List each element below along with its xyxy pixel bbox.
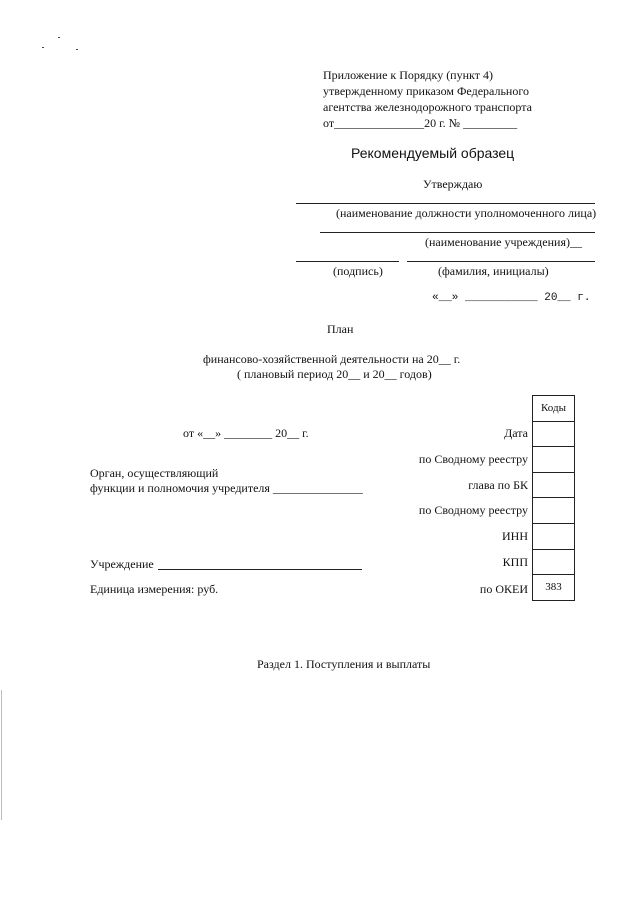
code-cell-registry bbox=[533, 447, 575, 473]
code-label-registry: по Сводному реестру bbox=[418, 452, 528, 466]
section-title: Раздел 1. Поступления и выплаты bbox=[257, 657, 431, 671]
appendix-line-1: Приложение к Порядку (пункт 4) bbox=[323, 68, 493, 82]
code-label-registry-2: по Сводному реестру bbox=[418, 503, 528, 517]
date-from: от «__» ________ 20__ г. bbox=[183, 426, 309, 440]
founder-label-1: Орган, осуществляющий bbox=[90, 466, 219, 480]
code-cell-registry-2 bbox=[533, 498, 575, 524]
institution-caption: (наименование учреждения)__ bbox=[425, 235, 582, 249]
code-cell-bk-chapter bbox=[533, 472, 575, 498]
name-line bbox=[407, 261, 595, 262]
code-cell-kpp bbox=[533, 549, 575, 575]
scan-speck bbox=[76, 49, 78, 50]
plan-title: План bbox=[327, 322, 354, 336]
institution-line bbox=[320, 232, 595, 233]
scan-speck bbox=[58, 37, 60, 38]
code-label-bk-chapter: глава по БК bbox=[468, 478, 528, 492]
code-label-inn: ИНН bbox=[502, 529, 528, 543]
founder-label-2: функции и полномочия учредителя _______________ bbox=[90, 481, 363, 495]
appendix-line-3: агентства железнодорожного транспорта bbox=[323, 100, 532, 114]
position-line bbox=[296, 203, 595, 204]
unit-label: Единица измерения: руб. bbox=[90, 582, 219, 596]
code-cell-date bbox=[533, 421, 575, 447]
scan-edge bbox=[1, 690, 2, 820]
codes-header: Коды bbox=[533, 396, 575, 422]
position-caption: (наименование должности уполномоченного лица) bbox=[336, 206, 597, 220]
institution-label: Учреждение bbox=[90, 557, 154, 571]
code-label-okei: по ОКЕИ bbox=[479, 582, 528, 596]
plan-subtitle-2: ( плановый период 20__ и 20__ годов) bbox=[237, 367, 432, 381]
code-cell-okei: 383 bbox=[533, 575, 575, 601]
appendix-line-2: утвержденному приказом Федерального bbox=[323, 84, 529, 98]
codes-table bbox=[532, 395, 575, 601]
appendix-line-4: от_______________20 г. № _________ bbox=[323, 116, 518, 130]
plan-subtitle-1: финансово-хозяйственной деятельности на 20__ г. bbox=[203, 352, 461, 366]
name-caption: (фамилия, инициалы) bbox=[438, 264, 549, 278]
code-cell-inn bbox=[533, 523, 575, 549]
scan-speck bbox=[42, 47, 44, 48]
signature-line bbox=[296, 261, 399, 262]
signature-caption: (подпись) bbox=[333, 264, 383, 278]
code-label-date: Дата bbox=[504, 426, 528, 440]
sample-heading: Рекомендуемый образец bbox=[351, 145, 515, 161]
approve-date-line: «__» ___________ 20__ г. bbox=[432, 292, 591, 304]
code-label-kpp: КПП bbox=[502, 555, 528, 569]
institution-field-line bbox=[158, 569, 362, 570]
approve-title: Утверждаю bbox=[423, 177, 483, 191]
